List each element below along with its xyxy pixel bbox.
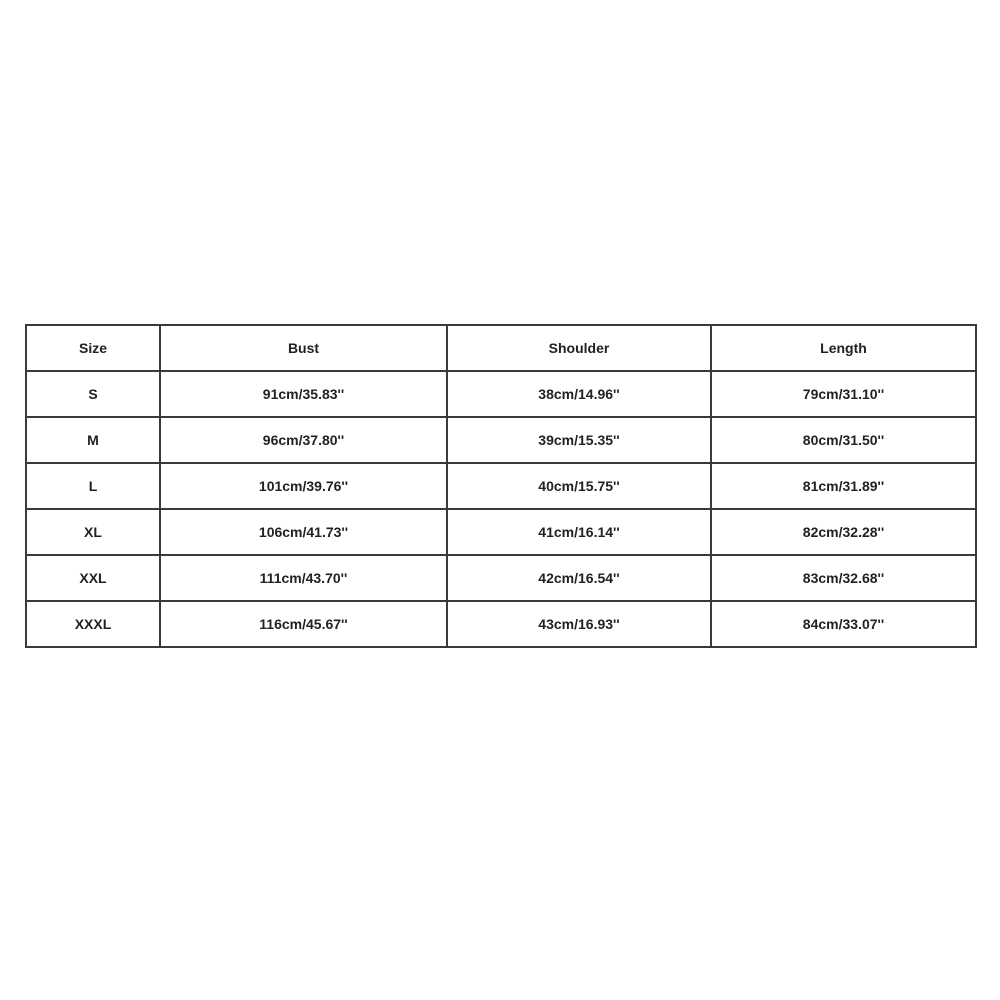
size-cell: S	[26, 371, 160, 417]
size-cell: XXL	[26, 555, 160, 601]
bust-cell: 91cm/35.83''	[160, 371, 447, 417]
size-cell: L	[26, 463, 160, 509]
bust-cell: 96cm/37.80''	[160, 417, 447, 463]
bust-cell: 116cm/45.67''	[160, 601, 447, 647]
shoulder-cell: 42cm/16.54''	[447, 555, 711, 601]
size-cell: M	[26, 417, 160, 463]
size-cell: XXXL	[26, 601, 160, 647]
header-size: Size	[26, 325, 160, 371]
bust-cell: 111cm/43.70''	[160, 555, 447, 601]
header-row	[26, 325, 976, 371]
header-bust: Bust	[160, 325, 447, 371]
table-row	[26, 417, 976, 463]
length-cell: 84cm/33.07''	[711, 601, 976, 647]
table-row	[26, 601, 976, 647]
header-length: Length	[711, 325, 976, 371]
table-row	[26, 463, 976, 509]
bust-cell: 101cm/39.76''	[160, 463, 447, 509]
table-row	[26, 371, 976, 417]
shoulder-cell: 39cm/15.35''	[447, 417, 711, 463]
shoulder-cell: 38cm/14.96''	[447, 371, 711, 417]
table-row	[26, 555, 976, 601]
length-cell: 79cm/31.10''	[711, 371, 976, 417]
bust-cell: 106cm/41.73''	[160, 509, 447, 555]
table-row	[26, 509, 976, 555]
shoulder-cell: 40cm/15.75''	[447, 463, 711, 509]
length-cell: 80cm/31.50''	[711, 417, 976, 463]
shoulder-cell: 43cm/16.93''	[447, 601, 711, 647]
shoulder-cell: 41cm/16.14''	[447, 509, 711, 555]
length-cell: 81cm/31.89''	[711, 463, 976, 509]
length-cell: 82cm/32.28''	[711, 509, 976, 555]
size-cell: XL	[26, 509, 160, 555]
size-chart-table	[25, 324, 977, 648]
length-cell: 83cm/32.68''	[711, 555, 976, 601]
header-shoulder: Shoulder	[447, 325, 711, 371]
